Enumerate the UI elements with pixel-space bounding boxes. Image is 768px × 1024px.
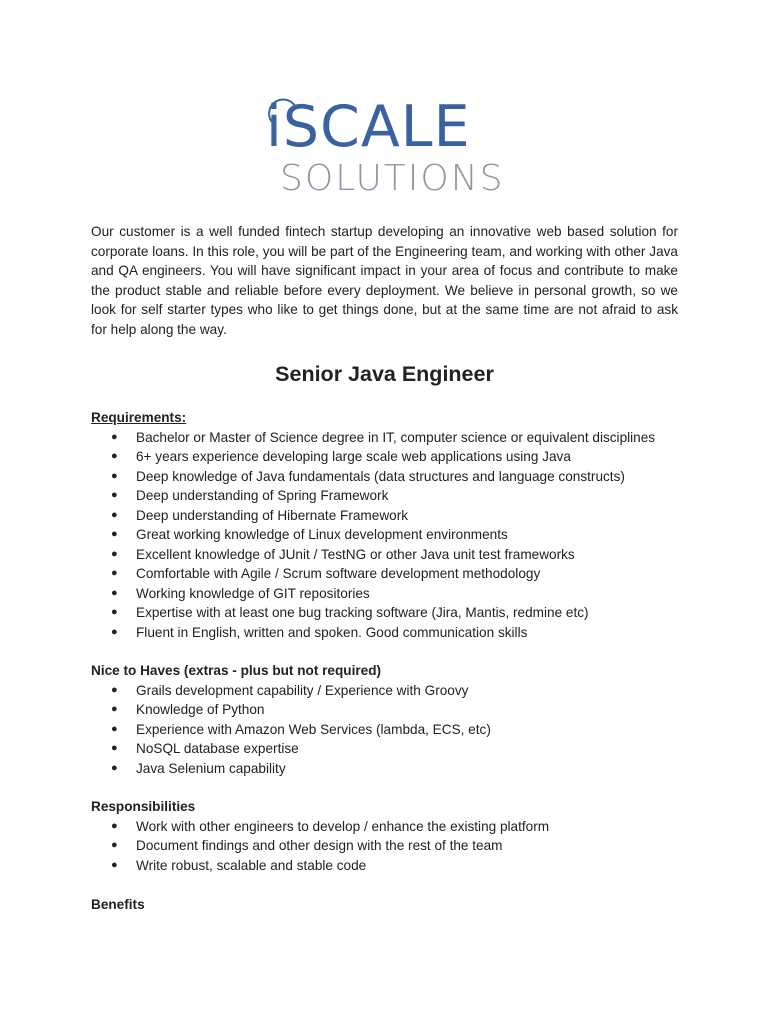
benefits-heading: Benefits	[91, 897, 145, 912]
bullet-icon: ●	[111, 586, 118, 599]
list-item	[91, 681, 691, 701]
logo-wordmark-primary: iSCALE	[266, 94, 471, 160]
list-item	[91, 525, 691, 545]
list-item-text: Deep knowledge of Java fundamentals (data structures and language constructs)	[136, 468, 625, 484]
list-item	[91, 486, 691, 506]
list-item	[91, 564, 691, 584]
list-item	[91, 759, 691, 779]
list-item	[91, 467, 691, 487]
bullet-icon: ●	[111, 703, 118, 715]
nice-to-haves-section	[91, 661, 691, 778]
intro-paragraph: Our customer is a well funded fintech startup developing an innovative web based solution for corporate loans. In this role, you will be part of the Engineering team, and working with other Java and QA engineers. You will have significant impact in your area of focus and contribute to make the product stable and reliable before every deployment. We believe in personal growth, so we look for self starter types who like to get things done, but at the same time are not afraid to ask for help along the way.	[91, 224, 678, 337]
list-item-text: Work with other engineers to develop / enhance the existing platform	[136, 818, 550, 834]
list-item-text: Deep understanding of Spring Framework	[136, 488, 389, 503]
bullet-icon: ●	[111, 819, 118, 832]
list-item	[91, 603, 691, 623]
list-item	[91, 856, 691, 876]
list-item-text: Bachelor or Master of Science degree in IT, computer science or equivalent disciplines	[136, 429, 656, 445]
responsibilities-section	[91, 797, 691, 875]
list-item-text: Grails development capability / Experience with Groovy	[136, 682, 469, 698]
list-item-text: Great working knowledge of Linux development environments	[136, 527, 508, 542]
list-item-text: Fluent in English, written and spoken. Good communication skills	[136, 624, 528, 640]
bullet-icon: ●	[111, 430, 118, 443]
nice-to-haves-heading: Nice to Haves (extras - plus but not required)	[91, 663, 382, 678]
list-item-text: Expertise with at least one bug tracking software (Jira, Mantis, redmine etc)	[136, 605, 589, 620]
list-item-text: Deep understanding of Hibernate Framework	[136, 507, 409, 523]
benefits-section	[91, 895, 691, 915]
list-item	[91, 623, 691, 643]
list-item-text: Knowledge of Python	[136, 702, 265, 717]
list-item-text: Excellent knowledge of JUnit / TestNG or other Java unit test frameworks	[136, 546, 575, 562]
list-item	[91, 545, 691, 565]
bullet-icon: ●	[111, 508, 118, 521]
bullet-icon: ●	[111, 722, 118, 735]
list-item	[91, 447, 691, 467]
logo-wordmark-secondary: SOLUTIONS	[280, 158, 505, 199]
list-item-text: Experience with Amazon Web Services (lambda, ECS, etc)	[136, 721, 491, 737]
bullet-icon: ●	[111, 489, 118, 501]
requirements-list	[91, 428, 691, 643]
list-item-text: NoSQL database expertise	[136, 741, 299, 756]
requirements-heading: Requirements:	[91, 410, 187, 425]
bullet-icon: ●	[111, 567, 118, 579]
list-item	[91, 817, 691, 837]
list-item-text: Write robust, scalable and stable code	[136, 857, 367, 873]
list-item-text: Comfortable with Agile / Scrum software development methodology	[136, 566, 541, 581]
list-item	[91, 428, 691, 448]
list-item	[91, 720, 691, 740]
bullet-icon: ●	[111, 450, 118, 462]
bullet-icon: ●	[111, 547, 118, 560]
list-item-text: 6+ years experience developing large scale web applications using Java	[136, 449, 571, 464]
bullet-icon: ●	[111, 469, 118, 482]
requirements-section	[91, 408, 691, 642]
bullet-icon: ●	[111, 683, 118, 696]
list-item-text: Java Selenium capability	[136, 760, 286, 776]
list-item	[91, 836, 691, 856]
list-item	[91, 584, 691, 604]
list-item	[91, 739, 691, 759]
list-item	[91, 700, 691, 720]
bullet-icon: ●	[111, 839, 118, 851]
list-item	[91, 506, 691, 526]
job-title: Senior Java Engineer	[275, 362, 494, 386]
bullet-icon: ●	[111, 761, 118, 774]
list-item-text: Document findings and other design with the rest of the team	[136, 838, 503, 853]
bullet-icon: ●	[111, 606, 118, 618]
bullet-icon: ●	[111, 858, 118, 871]
nice-to-haves-list	[91, 681, 691, 779]
bullet-icon: ●	[111, 742, 118, 754]
responsibilities-list	[91, 817, 691, 876]
company-logo	[266, 94, 506, 204]
bullet-icon: ●	[111, 528, 118, 540]
bullet-icon: ●	[111, 625, 118, 638]
list-item-text: Working knowledge of GIT repositories	[136, 585, 370, 601]
responsibilities-heading: Responsibilities	[91, 799, 196, 814]
